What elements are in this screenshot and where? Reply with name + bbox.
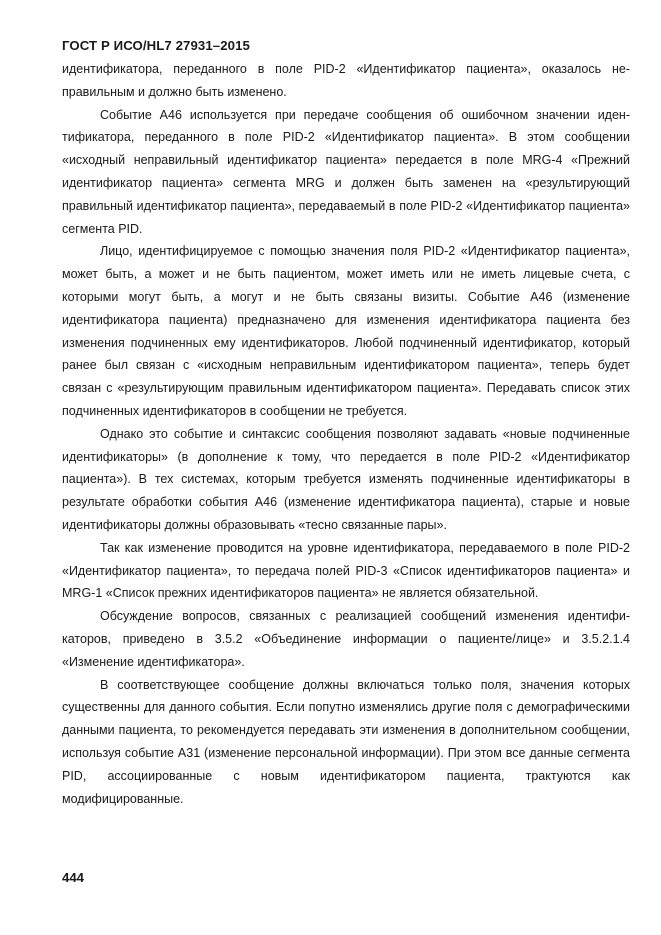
page-number: 444 <box>62 870 85 885</box>
page-body <box>62 58 630 810</box>
paragraph-person-identified: Лицо, идентифицируемое с помощью значения поля PID-2 «Идентификатор пациента», может быть, а может и не быть пациентом, может иметь или не иметь лицевые счета, с которыми могут быть, а могут и не быть связаны визиты. Событие А46 (изменение идентификатора пациента) предназначено для изменения идентификатора пациента без изменения подчиненных ему идентификаторов. Любой подчиненный идентификатор, который ранее был связан с «исходным неправильным идентификатором пациента», теперь будет связан с «результирующим правильным идентификатором пациента». Передавать список этих подчиненных идентификаторов в сообщении не требуется. <box>62 244 630 418</box>
paragraph-event-a46: Событие А46 используется при передаче сообщения об ошибочном значении идентификатора, переданного в поле PID-2 «Идентификатор пациента». В этом сообщении «исходный неправильный идентификатор пациента» передается в поле MRG-4 «Прежний идентификатор пациента» сегмента MRG и должен быть заменен на «результирующий правильный идентификатор пациента», передаваемый в поле PID-2 «Идентификатор пациента» сегмента PID. <box>62 107 630 236</box>
paragraph-new-subordinate-ids: Однако это событие и синтаксис сообщения позволяют задавать «новые подчиненные идентификаторы» (в дополнение к тому, что передается в поле PID-2 «Идентификатор пациента»). В тех системах, которым требуется изменять подчиненные идентификаторы в результате обработки события А46 (изменение идентификатора пациента), старые и новые идентификаторы должны образовывать «тесно связанные пары». <box>62 426 630 532</box>
paragraph-message-fields: В соответствующее сообщение должны включаться только поля, значения которых существенны для данного события. Если попутно изменялись другие поля с демографическими данными пациента, то рекомендуется передавать эти изменения в дополнительном сообщении, используя событие А31 (изменение персональной информации). При этом все данные сегмента PID, ассоциированные с новым идентификатором пациента, трактуются как модифицированные. <box>62 677 630 806</box>
paragraph-continuation: идентификатора, переданного в поле PID-2 «Идентификатор пациента», оказалось неправильным и должно быть изменено. <box>62 62 630 99</box>
paragraph-discussion-reference: Обсуждение вопросов, связанных с реализацией сообщений изменения идентификаторов, приведено в 3.5.2 «Объединение информации о пациенте/лице» и 3.5.2.1.4 «Изменение идентификатора». <box>62 609 630 669</box>
document-header: ГОСТ Р ИСО/HL7 27931–2015 <box>62 38 250 53</box>
paragraph-identifier-level: Так как изменение проводится на уровне идентификатора, передаваемого в поле PID-2 «Идентификатор пациента», то передача полей PID-3 «Список идентификаторов пациента» и MRG-1 «Список прежних идентификаторов пациента» не является обязательной. <box>62 540 630 601</box>
